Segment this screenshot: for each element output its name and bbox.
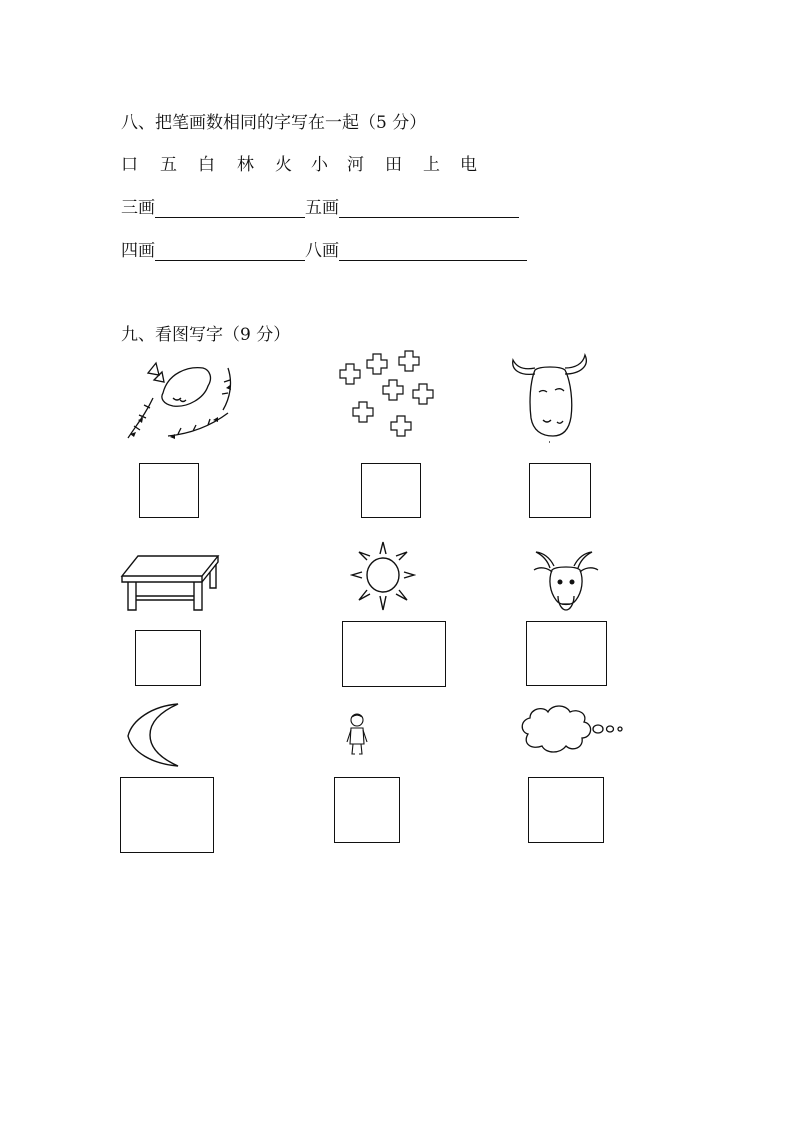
section-8-title: 八、把笔画数相同的字写在一起（5 分） (121, 113, 427, 133)
section-9-title: 九、看图写字（9 分） (121, 325, 291, 345)
answer-row-1 (121, 193, 519, 218)
char-item: 口 (121, 155, 138, 175)
label-eight-strokes: 八画 (305, 241, 339, 261)
answer-line-five[interactable] (339, 201, 519, 218)
goat-head-illustration (526, 548, 606, 614)
char-item: 五 (160, 155, 177, 175)
sun-illustration (350, 540, 416, 614)
char-item: 电 (460, 155, 477, 175)
snowflakes-illustration (335, 346, 445, 446)
ox-head-illustration (505, 352, 595, 444)
char-item: 小 (311, 155, 328, 175)
label-three-strokes: 三画 (121, 198, 155, 218)
char-item: 白 (198, 155, 215, 175)
thought-cloud-illustration (518, 704, 628, 758)
table-illustration (118, 548, 222, 614)
answer-box-person[interactable] (334, 777, 400, 843)
char-item: 田 (385, 155, 402, 175)
answer-box-table[interactable] (135, 630, 201, 686)
answer-box-sun[interactable] (342, 621, 446, 687)
char-item: 林 (237, 155, 254, 175)
wind-leaves-illustration (118, 358, 243, 443)
person-illustration (343, 712, 371, 758)
char-item: 上 (423, 155, 440, 175)
crescent-moon-illustration (122, 702, 182, 768)
answer-box-wind[interactable] (139, 463, 199, 518)
answer-line-four[interactable] (155, 244, 305, 261)
answer-box-goat[interactable] (526, 621, 607, 686)
label-five-strokes: 五画 (305, 198, 339, 218)
answer-row-2 (121, 236, 527, 261)
answer-box-snow[interactable] (361, 463, 421, 518)
answer-line-eight[interactable] (339, 244, 527, 261)
answer-box-ox[interactable] (529, 463, 591, 518)
answer-line-three[interactable] (155, 201, 305, 218)
char-item: 火 (275, 155, 292, 175)
answer-box-moon[interactable] (120, 777, 214, 853)
label-four-strokes: 四画 (121, 241, 155, 261)
char-item: 河 (347, 155, 364, 175)
answer-box-cloud[interactable] (528, 777, 604, 843)
